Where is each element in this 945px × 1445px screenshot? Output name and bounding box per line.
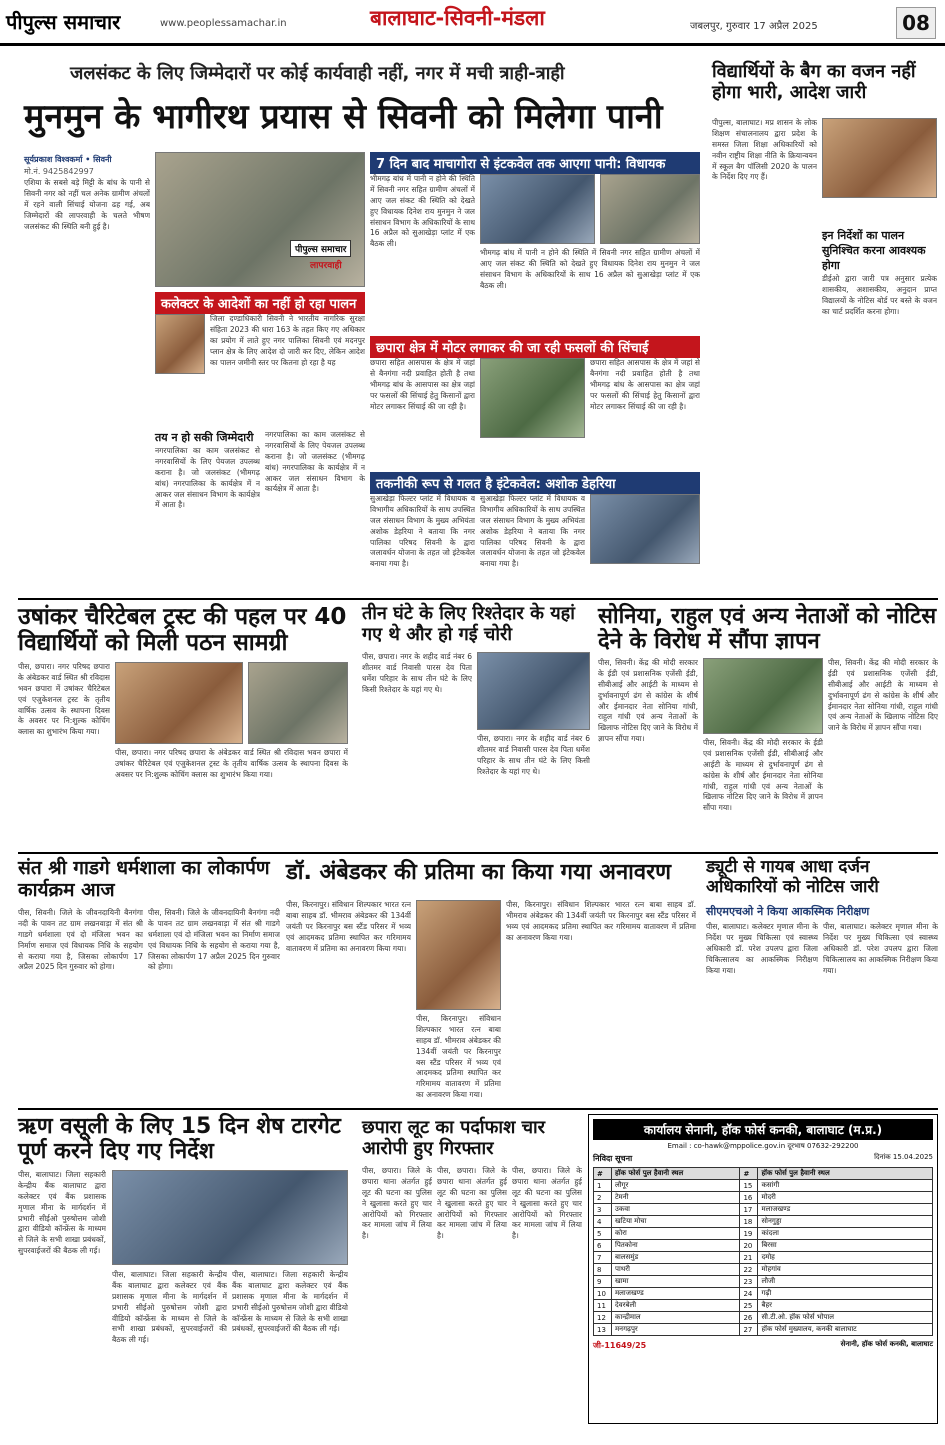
tender-row (594, 1324, 933, 1336)
row4-a-body-cont2: पीस, बालाघाट। जिला सहकारी केन्द्रीय बैंक बालाघाट द्वारा कलेक्टर एवं बैंक प्रशासक मृणाल मीना के मार्गदर्शन में प्रभारी सीईओ पुरुषोत्तम जोशी द्वारा वीडियो कॉन्फ्रेंस के माध्यम से जिले के सभी शाखा प्रबंधकों, सुपरवाईजरों की बैठक ली गई। (232, 1270, 348, 1334)
tender-cell: हॉक फोर्स मुख्यालय, कनकी बालाघाट (758, 1324, 933, 1336)
tender-cell: गढ़ी (758, 1288, 933, 1300)
dateline: जबलपुर, गुरुवार 17 अप्रैल 2025 (690, 21, 818, 32)
site-url[interactable]: www.peoplessamachar.in (160, 18, 287, 29)
row3-c-body: पीस, बालाघाट। कलेक्टर मृणाल मीना के निर्देश पर मुख्य चिकित्सा एवं स्वास्थ्य अधिकारी डॉ. परेश उपलप द्वारा जिला चिकित्सालय का आकस्मिक निरीक्षण किया गया। (706, 922, 818, 975)
row2-b-body-cont: पीस, छपारा। नगर के शहीद वार्ड नंबर 6 शीतमर वार्ड निवासी पारस देव पिता धर्मेश परिहार के साथ तीन घंटे के लिए किसी रिश्तेदार के यहां गए थे। (477, 734, 590, 776)
right1-sub: इन निर्देशों का पालन सुनिश्चित करना आवश्यक होगा (822, 229, 926, 272)
tender-cell: देवरबेली (612, 1300, 740, 1312)
tender-row (594, 1240, 933, 1252)
row3-b-body-cont2: पीस, किरनापुर। संविधान शिल्पकार भारत रत्न बाबा साहब डॉ. भीमराव अंबेडकर की 134वीं जयंती पर किरनापुर बस स्टैंड परिसर में भव्य एवं आदमकद प्रतिमा स्थापित कर गरिमामय वातावरण में प्रतिमा का अनावरण किया गया। (506, 900, 696, 942)
tender-cell: बिरसा (758, 1240, 933, 1252)
tender-cell: टेमनी (612, 1192, 740, 1204)
tender-cell: 17 (740, 1204, 758, 1216)
lead-sub2: तय न हो सकी जिम्मेदारी (155, 431, 254, 444)
tender-email: Email : co-hawk@mppolice.gov.in दूरभाष 07632-292200 (667, 1142, 859, 1150)
tender-cell: कान्द्रीमाल (612, 1312, 740, 1324)
row2-b-headline: तीन घंटे के लिए रिश्तेदार के यहां गए थे और हो गई चोरी (362, 603, 575, 645)
meeting-photo-1 (480, 174, 595, 244)
tender-row (594, 1216, 933, 1228)
row3-b-headline: डॉ. अंबेडकर की प्रतिमा का किया गया अनावरण (286, 860, 672, 885)
masthead (0, 0, 945, 46)
tender-signature: सेनानी, हॉक फोर्स कनकी, बालाघाट (840, 1340, 933, 1348)
tender-col-1: हॉक फोर्स पुल हैवानी स्थल (612, 1168, 740, 1180)
row3-c-body-cont: पीस, बालाघाट। कलेक्टर मृणाल मीना के निर्देश पर मुख्य चिकित्सा एवं स्वास्थ्य अधिकारी डॉ. परेश उपलप द्वारा जिला चिकित्सालय का आकस्मिक निरीक्षण किया गया। (823, 922, 938, 975)
students-photo (115, 662, 243, 744)
lead-quote: जिला दण्डाधिकारी सिवनी ने भारतीय नागरिक सुरक्षा संहिता 2023 की धारा 163 के तहत किए गए अधिकार का प्रयोग में लाते हुए नगर पालिका सिवनी एवं मदनपुर प्लान क्षेत्र के लिए आदेश दो जारी कर दिए, लेकिन आदेश का पालन जमीनी स्तर पर कितना हो रहा है यह (210, 314, 365, 367)
tender-row (594, 1180, 933, 1192)
lead-body2: नगरपालिका का काम जलसंकट से नगरवासियों के लिए पेयजल उपलब्ध कराना है। जो जलसंकट (भीमगढ़ बांध) नगरपालिका के कार्यक्षेत्र में न आकर जल संसाधन विभाग के कार्यक्षेत्र में आता है। (155, 446, 260, 510)
tender-cell: 16 (740, 1192, 758, 1204)
tender-row (594, 1288, 933, 1300)
tender-row (594, 1204, 933, 1216)
tender-cell: 27 (740, 1324, 758, 1336)
tender-cell: 18 (740, 1216, 758, 1228)
side1-body3-cont: सुआखेड़ा फिल्टर प्लांट में विधायक व विभागीय अधिकारियों के साथ उपस्थित जल संसाधन विभाग के मुख्य अभियंता अशोक डेहरिया ने बताया कि नगर पालिका परिषद सिवनी के द्वारा जलावर्धन योजना के तहत जो इंटेकवेल बनाया गया है। (480, 494, 585, 569)
divider-row2 (18, 852, 938, 854)
row3-c-sub: सीएमएचओ ने किया आकस्मिक निरीक्षण (706, 905, 870, 918)
tender-ref: जी-11649/25 (593, 1341, 647, 1350)
photo-tag: पीपुल्स समाचार (290, 240, 351, 257)
tender-cell: कसांगी (758, 1180, 933, 1192)
tender-cell: मलाजखण्ड (758, 1204, 933, 1216)
tender-cell: बैहर (758, 1300, 933, 1312)
tender-cell: खटिया मोचा (612, 1216, 740, 1228)
row4-b-body-cont2: पीस, छपारा। जिले के छपारा थाना अंतर्गत हुई लूट की घटना का पुलिस ने खुलासा करते हुए चार आरोपियों को गिरफ्तार कर मामला जांच में लिया है। (512, 1166, 582, 1241)
tender-cell: 9 (594, 1276, 612, 1288)
intake-photo (590, 494, 700, 564)
tender-cell: 19 (740, 1228, 758, 1240)
ceremony-photo (248, 662, 348, 744)
tender-row (594, 1252, 933, 1264)
side1-body2-cont: छपारा सहित आसपास के क्षेत्र में जहां से बैनगंगा नदी प्रवाहित होती है तथा भीमगढ़ बांध के आसपास का क्षेत्र जहां पर फसलों की सिंचाई हेतु किसानों द्वारा मोटर लगाकर सिंचाई की जा रही है। (590, 358, 700, 411)
side1-bar: 7 दिन बाद माचागोरा से इंटकवेल तक आएगा पानी: विधायक (370, 152, 700, 174)
tender-cell: बालसमुंड (612, 1252, 740, 1264)
row2-c-body-cont2: पीस, सिवनी। केंद्र की मोदी सरकार के ईडी एवं प्रशासनिक एजेंसी ईडी, सीबीआई और आईटी के माध्यम से दुर्भावनापूर्ण ढंग से कांग्रेस के शीर्ष और ईमानदार नेता सोनिया गांधी, राहुल गांधी एवं अन्य नेताओं के खिलाफ नोटिस दिए जाने के विरोध में ज्ञापन सौंपा गया। (828, 658, 938, 733)
tender-row (594, 1300, 933, 1312)
tender-cell: 22 (740, 1264, 758, 1276)
page-number: 08 (896, 7, 936, 39)
row2-a-body-cont: पीस, छपारा। नगर परिषद छपारा के अंबेडकर वार्ड स्थित श्री रविदास भवन छपारा में उषांकर चैरिटेबल एवं एजुकेशनल ट्रस्ट के तृतीय वार्षिक उत्सव के स्थापना दिवस के अवसर पर नि:शुल्क कोचिंग क्लास का शुभारंभ किया गया। (115, 748, 348, 779)
tender-cell: सोनगुड्डा (758, 1216, 933, 1228)
row4-b-body: पीस, छपारा। जिले के छपारा थाना अंतर्गत हुई लूट की घटना का पुलिस ने खुलासा करते हुए चार आरोपियों को गिरफ्तार कर मामला जांच में लिया है। (362, 1166, 432, 1241)
tender-cell: 11 (594, 1300, 612, 1312)
tender-cell: लौजी (758, 1276, 933, 1288)
tender-cell: 1 (594, 1180, 612, 1192)
tender-cell: मलाजखण्ड (612, 1288, 740, 1300)
side1-body2: छपारा सहित आसपास के क्षेत्र में जहां से बैनगंगा नदी प्रवाहित होती है तथा भीमगढ़ बांध के आसपास का क्षेत्र जहां पर फसलों की सिंचाई हेतु किसानों द्वारा मोटर लगाकर सिंचाई की जा रही है। (370, 358, 475, 411)
row3-a-body-cont: पीस, सिवनी। जिले के जीवनदायिनी बैनगंगा नदी के पावन तट ग्राम लखनवाड़ा में संत श्री गाडगे धर्मशाला एवं दो मंजिला भवन का निर्माण समाज एवं विधायक निधि के सहयोग से कराया गया है, जिसका लोकार्पण 17 अप्रैल 2025 दिन गुरुवार को होगा। (148, 908, 280, 972)
row4-a-body: पीस, बालाघाट। जिला सहकारी केन्द्रीय बैंक बालाघाट द्वारा कलेक्टर एवं बैंक प्रशासक मृणाल मीना के मार्गदर्शन में प्रभारी सीईओ पुरुषोत्तम जोशी द्वारा वीडियो कॉन्फ्रेंस के माध्यम से जिले के सभी शाखा प्रबंधकों, सुपरवाईजरों की बैठक ली गई। (18, 1170, 106, 1256)
tender-cell: 6 (594, 1240, 612, 1252)
tender-cell: 2 (594, 1192, 612, 1204)
tender-cell: 15 (740, 1180, 758, 1192)
side1-body-cont: भीमगढ़ बांध में पानी न होने की स्थिति में सिवनी नगर सहित ग्रामीण अंचलों में आए जल संकट की स्थिति को देखते हुए विधायक दिनेश राय मुनमुन ने जल संसाधन विभाग के अधिकारियों के साथ 16 अप्रैल को सुआखेड़ा प्लांट में एक बैठक ली। (480, 248, 700, 290)
row4-a-body-cont: पीस, बालाघाट। जिला सहकारी केन्द्रीय बैंक बालाघाट द्वारा कलेक्टर एवं बैंक प्रशासक मृणाल मीना के मार्गदर्शन में प्रभारी सीईओ पुरुषोत्तम जोशी द्वारा वीडियो कॉन्फ्रेंस के माध्यम से जिले के सभी शाखा प्रबंधकों, सुपरवाईजरों की बैठक ली गई। (112, 1270, 227, 1345)
tender-cell: 4 (594, 1216, 612, 1228)
row2-c-headline: सोनिया, राहुल एवं अन्य नेताओं को नोटिस देने के विरोध में सौंपा ज्ञापन (598, 604, 937, 655)
tender-cell: 25 (740, 1300, 758, 1312)
tender-cell: 24 (740, 1288, 758, 1300)
row2-a-body: पीस, छपारा। नगर परिषद छपारा के अंबेडकर वार्ड स्थित श्री रविदास भवन छपारा में उषांकर चैरिटेबल एवं एजुकेशनल ट्रस्ट के तृतीय वार्षिक उत्सव के स्थापना दिवस के अवसर पर नि:शुल्क कोचिंग क्लास का शुभारंभ किया गया। (18, 662, 110, 737)
tender-cell: मनगढ़पुर (612, 1324, 740, 1336)
tender-cell: 26 (740, 1312, 758, 1324)
statue-photo (416, 900, 501, 1010)
tender-cell: मोहगांव (758, 1264, 933, 1276)
tender-cell: 13 (594, 1324, 612, 1336)
tender-cell: 20 (740, 1240, 758, 1252)
right1-body2: डीईओ द्वारा जारी पत्र अनुसार प्रत्येक शासकीय, अशासकीय, अनुदान प्राप्त विद्यालयों के नोटिस बोर्ड पर बस्ते के वजन का चार्ट प्रदर्शित करना होगा। (822, 274, 937, 316)
row2-c-body: पीस, सिवनी। केंद्र की मोदी सरकार के ईडी एवं प्रशासनिक एजेंसी ईडी, सीबीआई और आईटी के माध्यम से दुर्भावनापूर्ण ढंग से कांग्रेस के शीर्ष और ईमानदार नेता सोनिया गांधी, राहुल गांधी एवं अन्य नेताओं के खिलाफ नोटिस दिए जाने के विरोध में ज्ञापन सौंपा गया। (598, 658, 698, 744)
divider-row1 (18, 598, 938, 600)
collector-photo (155, 314, 205, 374)
row3-a-body: पीस, सिवनी। जिले के जीवनदायिनी बैनगंगा नदी के पावन तट ग्राम लखनवाड़ा में संत श्री गाडगे धर्मशाला एवं दो मंजिला भवन का निर्माण समाज एवं विधायक निधि के सहयोग से कराया गया है, जिसका लोकार्पण 17 अप्रैल 2025 दिन गुरुवार को होगा। (18, 908, 143, 972)
tender-col-2: हॉक फोर्स पुल हैवानी स्थल (758, 1168, 933, 1180)
tender-cell: 21 (740, 1252, 758, 1264)
tender-row (594, 1228, 933, 1240)
tender-cell: लौगूर (612, 1180, 740, 1192)
video-conference-photo (112, 1170, 348, 1265)
tender-date: दिनांक 15.04.2025 (874, 1153, 933, 1161)
tender-cell: खामा (612, 1276, 740, 1288)
tender-cell: कांदला (758, 1228, 933, 1240)
meeting-photo-2 (600, 174, 700, 244)
tender-cell: 7 (594, 1252, 612, 1264)
lead-subbar: कलेक्टर के आदेशों का नहीं हो रहा पालन (155, 292, 365, 314)
tender-cell: 10 (594, 1288, 612, 1300)
tender-cell: 12 (594, 1312, 612, 1324)
tender-row (594, 1312, 933, 1324)
tender-cell: 23 (740, 1276, 758, 1288)
right1-body: पीपुल्स, बालाघाट। मप्र शासन के लोक शिक्षण संचालनालय द्वारा प्रदेश के समस्त जिला शिक्षा अधिकारियों को नवीन राष्ट्रीय शिक्षा नीति के क्रियान्वयन में स्कूल बैग पॉलिसी 2020 के पालन के निर्देश दिए गए हैं। (712, 118, 817, 182)
theft-photo (477, 652, 590, 730)
tender-row (594, 1276, 933, 1288)
row3-b-body-cont: पीस, किरनापुर। संविधान शिल्पकार भारत रत्न बाबा साहब डॉ. भीमराव अंबेडकर की 134वीं जयंती पर किरनापुर बस स्टैंड परिसर में भव्य एवं आदमकद प्रतिमा स्थापित कर गरिमामय वातावरण में प्रतिमा का अनावरण किया गया। (416, 1014, 501, 1100)
tender-cell: मोदरी (758, 1192, 933, 1204)
school-bag-photo (822, 118, 937, 198)
right1-headline: विद्यार्थियों के बैग का वजन नहीं होगा भारी, आदेश जारी (712, 61, 916, 103)
tender-cell: 3 (594, 1204, 612, 1216)
newspaper-logo: पीपुल्स समाचार (6, 10, 121, 34)
tender-cell: 5 (594, 1228, 612, 1240)
side1-bar3: तकनीकी रूप से गलत है इंटेकवेल: अशोक डेहरिया (370, 472, 700, 494)
row2-b-body: पीस, छपारा। नगर के शहीद वार्ड नंबर 6 शीतमर वार्ड निवासी पारस देव पिता धर्मेश परिहार के साथ तीन घंटे के लिए किसी रिश्तेदार के यहां गए थे। (362, 652, 472, 694)
row3-c-headline: ड्यूटी से गायब आधा दर्जन अधिकारियों को नोटिस जारी (706, 857, 879, 897)
row2-a-headline: उषांकर चैरिटेबल ट्रस्ट की पहल पर 40 विद्यार्थियों को मिली पठन सामग्री (18, 604, 347, 657)
section-title: बालाघाट-सिवनी-मंडला (370, 6, 545, 30)
side1-bar2: छपारा क्षेत्र में मोटर लगाकर की जा रही फसलों की सिंचाई (370, 336, 700, 358)
tender-cell: कोरा (612, 1228, 740, 1240)
tender-cell: उकवा (612, 1204, 740, 1216)
divider-row3 (18, 1108, 938, 1110)
tender-row (594, 1192, 933, 1204)
tender-label: निविदा सूचना (593, 1154, 633, 1163)
river-photo (480, 358, 585, 438)
memorandum-photo (703, 658, 823, 734)
photo-tag-2: लापरवाही (310, 261, 342, 271)
tender-cell: पितकोना (612, 1240, 740, 1252)
lead-phone: मो.नं. 9425842997 (24, 167, 94, 176)
row4-b-body-cont: पीस, छपारा। जिले के छपारा थाना अंतर्गत हुई लूट की घटना का पुलिस ने खुलासा करते हुए चार आरोपियों को गिरफ्तार कर मामला जांच में लिया है। (437, 1166, 507, 1241)
tender-cell: दमोह (758, 1252, 933, 1264)
tender-table: # हॉक फोर्स पुल हैवानी स्थल # हॉक फोर्स पुल हैवानी स्थल 1 लौगूर 15 कसांगी 2 टेमनी 16 मोदरी 3 उकवा 17 मलाजखण्ड 4 खटिया मोचा 18 सोनगुड्डा 5 कोरा 19 कांदला 6 पितकोना 20 बिरसा 7 बालसमुंड 21 दमोह 8 पाथरी 22 मोहगांव 9 खामा 23 लौजी 10 मलाजखण्ड 24 गढ़ी 11 देवरबेली 25 बैहर 12 कान्द्रीमाल 26 सी.टी.ओ. हॉक फोर्स भोपाल 13 मनगढ़पुर 27 हॉक फोर्स मुख्यालय, कनकी बालाघाट (593, 1167, 933, 1336)
row3-a-headline: संत श्री गाडगे धर्मशाला का लोकार्पण कार्यक्रम आज (18, 857, 270, 901)
lead-headline: मुनमुन के भागीरथ प्रयास से सिवनी को मिलेगा पानी (24, 97, 663, 137)
tender-cell: 8 (594, 1264, 612, 1276)
tender-row (594, 1264, 933, 1276)
row4-a-headline: ऋण वसूली के लिए 15 दिन शेष टारगेट पूर्ण करने दिए गए निर्देश (18, 1114, 341, 1165)
lead-byline: सूर्यप्रकाश विश्वकर्मा • सिवनी (24, 155, 112, 164)
tender-notice (588, 1114, 938, 1424)
side1-body3: सुआखेड़ा फिल्टर प्लांट में विधायक व विभागीय अधिकारियों के साथ उपस्थित जल संसाधन विभाग के मुख्य अभियंता अशोक डेहरिया ने बताया कि नगर पालिका परिषद सिवनी के द्वारा जलावर्धन योजना के तहत जो इंटेकवेल बनाया गया है। (370, 494, 475, 569)
tender-cell: पाथरी (612, 1264, 740, 1276)
tender-title: कार्यालय सेनानी, हॉक फोर्स कनकी, बालाघाट (म.प्र.) (593, 1119, 933, 1140)
tender-cell: सी.टी.ओ. हॉक फोर्स भोपाल (758, 1312, 933, 1324)
row4-b-headline: छपारा लूट का पर्दाफाश चार आरोपी हुए गिरफ्तार (362, 1117, 546, 1159)
lead-body2-cont: नगरपालिका का काम जलसंकट से नगरवासियों के लिए पेयजल उपलब्ध कराना है। जो जलसंकट (भीमगढ़ बांध) नगरपालिका के कार्यक्षेत्र में न आकर जल संसाधन विभाग के कार्यक्षेत्र में आता है। (265, 430, 365, 494)
row2-c-body-cont: पीस, सिवनी। केंद्र की मोदी सरकार के ईडी एवं प्रशासनिक एजेंसी ईडी, सीबीआई और आईटी के माध्यम से दुर्भावनापूर्ण ढंग से कांग्रेस के शीर्ष और ईमानदार नेता सोनिया गांधी, राहुल गांधी एवं अन्य नेताओं के खिलाफ नोटिस दिए जाने के विरोध में ज्ञापन सौंपा गया। (703, 738, 823, 813)
side1-body: भीमगढ़ बांध में पानी न होने की स्थिति में सिवनी नगर सहित ग्रामीण अंचलों में आए जल संकट की स्थिति को देखते हुए विधायक दिनेश राय मुनमुन ने जल संसाधन विभाग के अधिकारियों के साथ 16 अप्रैल को सुआखेड़ा प्लांट में एक बैठक ली। (370, 174, 475, 249)
lead-body: एशिया के सबसे बड़े मिट्टी के बांध के पानी से सिवनी नगर को नहीं चल अनेक ग्रामीण अंचलों में रहने वाली सिंचाई योजना ढह गई, अब जिम्मेदारों की लापरवाही के चलते भीषण जलसंकट की स्थिति बनी हुई है। (24, 178, 150, 231)
row3-b-body: पीस, किरनापुर। संविधान शिल्पकार भारत रत्न बाबा साहब डॉ. भीमराव अंबेडकर की 134वीं जयंती पर किरनापुर बस स्टैंड परिसर में भव्य एवं आदमकद प्रतिमा स्थापित कर गरिमामय वातावरण में प्रतिमा का अनावरण किया गया। (286, 900, 411, 953)
lead-kicker: जलसंकट के लिए जिम्मेदारों पर कोई कार्यवाही नहीं, नगर में मची त्राही-त्राही (70, 63, 565, 84)
